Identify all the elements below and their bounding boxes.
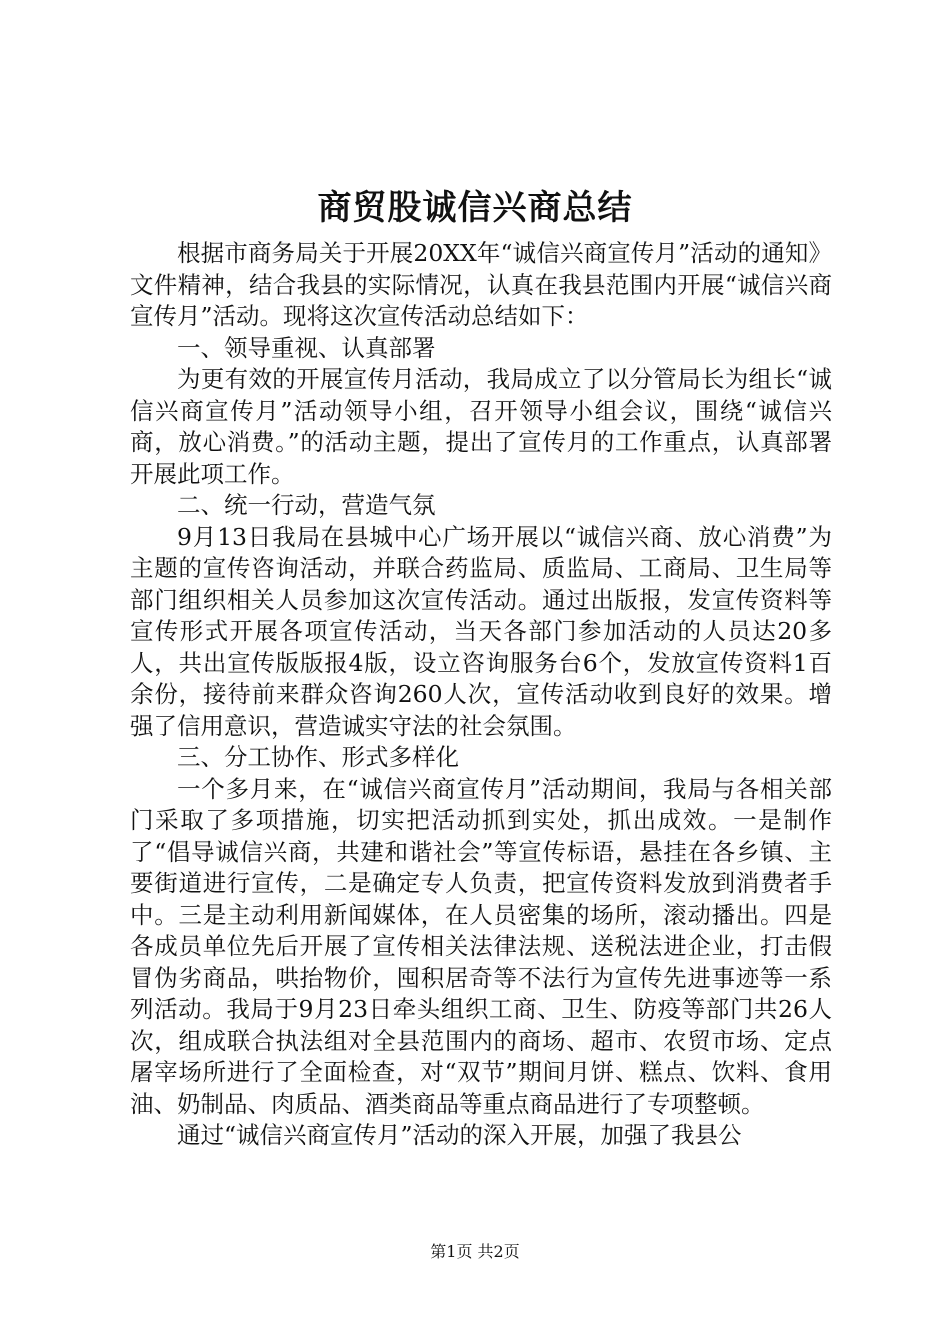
section-1-paragraph: 为更有效的开展宣传月活动，我局成立了以分管局长为组长“诚信兴商宣传月”活动领导小组，召开领导小组会议，围绕“诚信兴商，放心消费。”的活动主题，提出了宣传月的工作重点，认真部署开展此项工作。: [130, 365, 832, 488]
section-2-paragraph: 9月13日我局在县城中心广场开展以“诚信兴商、放心消费”为主题的宣传咨询活动，并联合药监局、质监局、工商局、卫生局等部门组织相关人员参加这次宣传活动。通过出版报，发宣传资料等宣传形式开展各项宣传活动，当天各部门参加活动的人员达20多人，共出宣传版版报4版，设立咨询服务台6个，发放宣传资料1百余份，接待前来群众咨询260人次，宣传活动收到良好的效果。增强了信用意识，营造诚实守法的社会氛围。: [130, 522, 832, 740]
intro-paragraph: 根据市商务局关于开展20XX年“诚信兴商宣传月”活动的通知》文件精神，结合我县的实际情况，认真在我县范围内开展“诚信兴商宣传月”活动。现将这次宣传活动总结如下：: [130, 239, 832, 330]
page-title: 商贸股诚信兴商总结: [317, 188, 633, 228]
section-heading-1: 一、领导重视、认真部署: [177, 333, 436, 362]
section-3-paragraph: 一个多月来，在“诚信兴商宣传月”活动期间，我局与各相关部门采取了多项措施，切实把活动抓到实处，抓出成效。一是制作了“倡导诚信兴商，共建和谐社会”等宣传标语，悬挂在各乡镇、主要街道进行宣传，二是确定专人负责，把宣传资料发放到消费者手中。三是主动利用新闻媒体，在人员密集的场所，滚动播出。四是各成员单位先后开展了宣传相关法律法规、送税法进企业，打击假冒伪劣商品，哄抬物价，囤积居奇等不法行为宣传先进事迹等一系列活动。我局于9月23日牵头组织工商、卫生、防疫等部门共26人次，组成联合执法组对全县范围内的商场、超市、农贸市场、定点屠宰场所进行了全面检查，对“双节”期间月饼、糕点、饮料、食用油、奶制品、肉质品、酒类商品等重点商品进行了专项整顿。: [130, 774, 832, 1118]
section-heading-2: 二、统一行动，营造气氛: [177, 491, 436, 519]
section-heading-3: 三、分工协作、形式多样化: [177, 743, 459, 771]
closing-paragraph: 通过“诚信兴商宣传月”活动的深入开展，加强了我县公: [177, 1121, 742, 1149]
document-body: [130, 238, 832, 1152]
page-footer: 第1页 共2页: [430, 1242, 520, 1261]
